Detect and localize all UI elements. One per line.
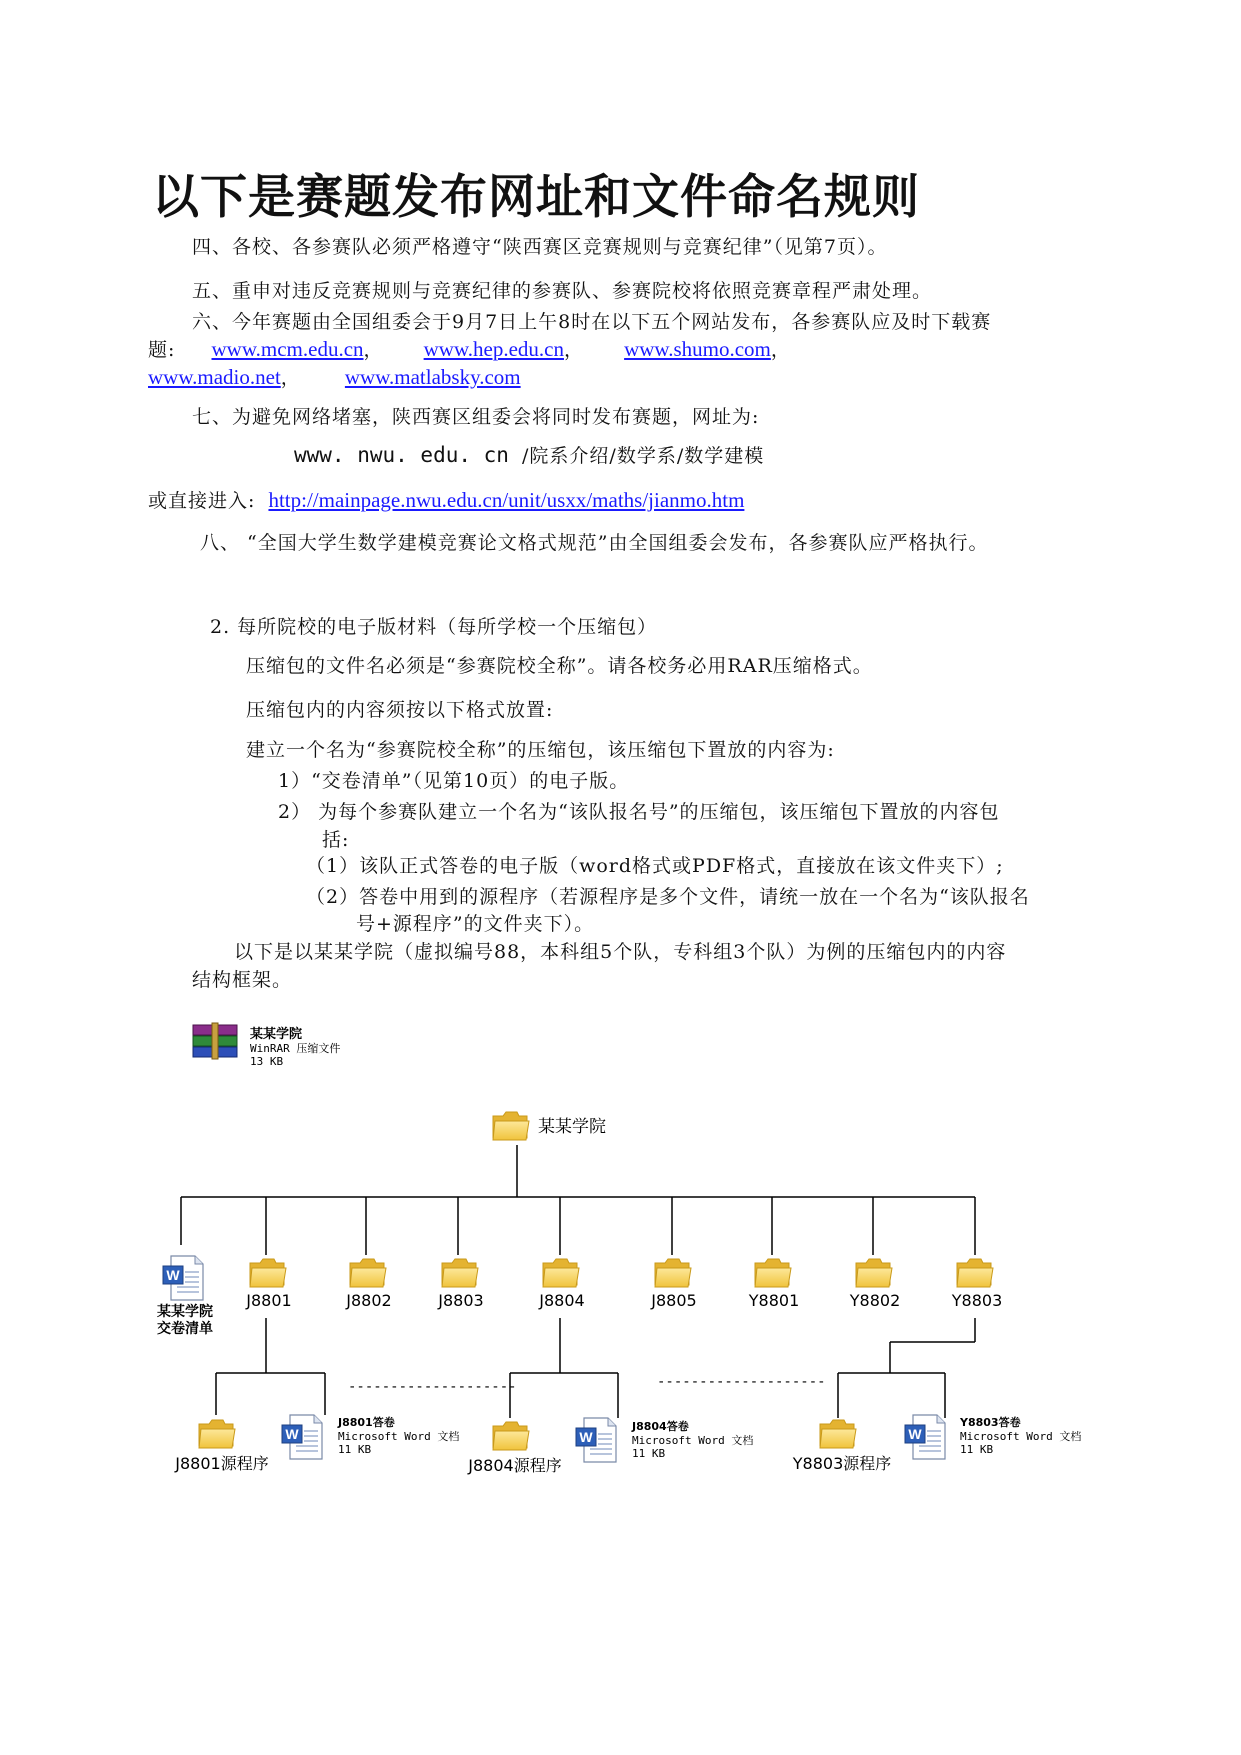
j8801-doc-type: Microsoft Word 文档 — [338, 1430, 460, 1443]
link-shumo[interactable]: www.shumo.com — [624, 337, 771, 361]
folder-icon — [655, 1259, 691, 1287]
link-madio[interactable]: www.madio.net — [148, 365, 281, 389]
rule-6-prefix: 题: — [148, 339, 176, 361]
folder-icon — [543, 1259, 579, 1287]
direct-prefix: 或直接进入: — [148, 490, 256, 512]
section2-p2: 压缩包内的内容须按以下格式放置: — [246, 699, 554, 721]
section2-item2b: 括: — [322, 829, 350, 851]
folder-icon — [350, 1259, 386, 1287]
rule-4: 四、各校、各参赛队必须严格遵守“陕西赛区竞赛规则与竞赛纪律”（见第7页）。 — [192, 236, 888, 258]
team-label-j8803: J8803 — [438, 1291, 484, 1310]
j8801-doc-name: J8801答卷 — [338, 1416, 395, 1429]
example-line2: 结构框架。 — [192, 969, 293, 991]
rule-7: 七、为避免网络堵塞，陕西赛区组委会将同时发布赛题，网址为: — [192, 406, 760, 428]
word-doc-icon — [905, 1415, 945, 1459]
y8803-doc-type: Microsoft Word 文档 — [960, 1430, 1082, 1443]
root-folder-icon — [493, 1112, 529, 1140]
section2-item1: 1）“交卷清单”（见第10页）的电子版。 — [278, 770, 630, 792]
section2-p1: 压缩包的文件名必须是“参赛院校全称”。请各校务必用RAR压缩格式。 — [246, 655, 873, 677]
checklist-label-1: 某某学院 — [157, 1304, 213, 1320]
folder-icon — [493, 1422, 529, 1450]
team-label-j8804: J8804 — [539, 1291, 585, 1310]
folder-icon — [957, 1259, 993, 1287]
folder-structure-diagram: W 某某学院 WinRAR 压缩文件 13 KB 某某学院 某某学院 交卷清单 J8801 J8802 J8803 J8804 J8805 Y8801 Y8802 Y8803 J8801源程序 J8801答卷 Microsoft Word 文档 11 KB -------------------- J8804源程序 J8804答卷 Microsoft Word 文档 11 KB -------------------- Y8803源程序 Y8803答卷 Microsoft Word 文档 11 KB — [3, 11, 1082, 1475]
section2-heading: 2. 每所院校的电子版材料（每所学校一个压缩包） — [210, 616, 658, 638]
ellipsis-dashes-2: -------------------- — [657, 1374, 826, 1390]
folder-icon — [442, 1259, 478, 1287]
team-label-j8802: J8802 — [346, 1291, 392, 1310]
nwu-path: /院系介绍/数学系/数学建模 — [522, 445, 765, 467]
checklist-label-2: 交卷清单 — [157, 1321, 213, 1337]
j8804-source-label: J8804源程序 — [468, 1456, 562, 1475]
sep: ， — [770, 339, 791, 361]
j8804-doc-size: 11 KB — [632, 1447, 666, 1460]
y8803-doc-size: 11 KB — [960, 1443, 994, 1456]
checklist-word-icon — [163, 1256, 203, 1300]
link-mcm[interactable]: www.mcm.edu.cn — [211, 337, 364, 361]
y8803-doc-name: Y8803答卷 — [960, 1416, 1021, 1429]
folder-icon — [820, 1420, 856, 1448]
j8804-doc-type: Microsoft Word 文档 — [632, 1434, 754, 1447]
rule-8: 八、 “全国大学生数学建模竞赛论文格式规范”由全国组委会发布，各参赛队应严格执行。 — [200, 532, 989, 554]
folder-icon — [755, 1259, 791, 1287]
team-label-j8801: J8801 — [246, 1291, 292, 1310]
team-label-y8801: Y8801 — [748, 1291, 800, 1310]
sep: ， — [280, 367, 301, 389]
sep: ， — [363, 339, 384, 361]
word-doc-icon — [282, 1415, 322, 1459]
folder-icon — [250, 1259, 286, 1287]
folder-icon — [856, 1259, 892, 1287]
example-line1: 以下是以某某学院（虚拟编号88，本科组5个队，专科组3个队）为例的压缩包内的内容 — [234, 941, 1007, 963]
rar-name: 某某学院 — [250, 1027, 303, 1042]
j8804-doc-name: J8804答卷 — [632, 1420, 689, 1433]
rule-6-line1: 六、今年赛题由全国组委会于9月7日上午8时在以下五个网站发布，各参赛队应及时下载赛 — [192, 311, 992, 333]
word-doc-icon — [576, 1418, 616, 1462]
rar-size: 13 KB — [250, 1055, 284, 1068]
ellipsis-dashes-1: -------------------- — [348, 1379, 517, 1395]
j8801-doc-size: 11 KB — [338, 1443, 372, 1456]
rar-archive-icon — [193, 1023, 237, 1059]
rar-type: WinRAR 压缩文件 — [250, 1042, 341, 1055]
rule-5: 五、重申对违反竞赛规则与竞赛纪律的参赛队、参赛院校将依照竞赛章程严肃处理。 — [192, 280, 933, 302]
link-direct-url[interactable]: http://mainpage.nwu.edu.cn/unit/usxx/maths/jianmo.htm — [268, 488, 745, 512]
team-label-y8802: Y8802 — [849, 1291, 901, 1310]
sep: ， — [563, 339, 584, 361]
team-label-j8805: J8805 — [651, 1291, 697, 1310]
section2-sub1: （1）该队正式答卷的电子版（word格式或PDF格式，直接放在该文件夹下）; — [306, 855, 1004, 877]
link-hep[interactable]: www.hep.edu.cn — [423, 337, 564, 361]
section2-item2a: 2） 为每个参赛队建立一个名为“该队报名号”的压缩包，该压缩包下置放的内容包 — [278, 801, 1000, 823]
j8801-source-label: J8801源程序 — [175, 1454, 269, 1473]
y8803-source-label: Y8803源程序 — [792, 1454, 892, 1473]
team-label-y8803: Y8803 — [951, 1291, 1003, 1310]
link-matlabsky[interactable]: www.matlabsky.com — [344, 365, 521, 389]
section2-sub2b: 号+源程序”的文件夹下）。 — [356, 913, 595, 935]
section2-p3: 建立一个名为“参赛院校全称”的压缩包，该压缩包下置放的内容为: — [246, 739, 835, 761]
nwu-site: www. nwu. edu. cn — [294, 443, 509, 467]
section2-sub2a: （2）答卷中用到的源程序（若源程序是多个文件，请统一放在一个名为“该队报名 — [306, 886, 1030, 908]
root-folder-label: 某某学院 — [538, 1117, 606, 1137]
page-title: 以下是赛题发布网址和文件命名规则 — [152, 170, 920, 225]
folder-icon — [199, 1420, 235, 1448]
